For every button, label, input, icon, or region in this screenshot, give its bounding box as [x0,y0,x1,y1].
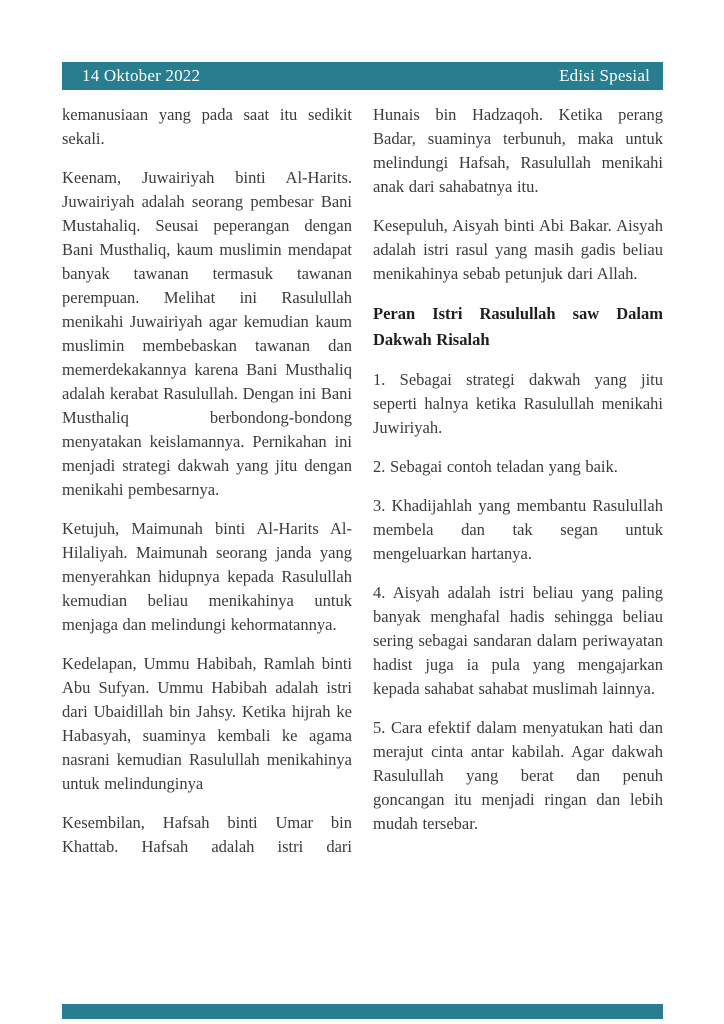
right-column [373,103,663,874]
section-heading: Peran Istri Rasulullah saw Dalam Dakwah Risalah [373,304,663,349]
body-paragraph: Keenam, Juwairiyah binti Al-Harits. Juwairiyah adalah seorang pembesar Bani Mustahaliq. Seusai peperangan dengan Bani Musthaliq, kaum muslimin mendapat banyak tawanan termasuk tawanan perempuan. Melihat ini Rasulullah menikahi Juwairiyah agar kemudian kaum muslimin membebaskan tawanan dan memerdekakannya karena Bani Musthaliq adalah kerabat Rasulullah. Dengan ini Bani Musthaliq berbondong-bondong menyatakan keislamannya. Pernikahan ini menjadi strategi dakwah yang jitu dengan menikahi pembesarnya. [62,168,352,499]
body-paragraph: kemanusiaan yang pada saat itu sedikit sekali. [62,105,352,148]
left-column [62,103,352,874]
body-paragraph: Ketujuh, Maimunah binti Al-Harits Al-Hilaliyah. Maimunah seorang janda yang menyerahkan hidupnya kepada Rasulullah kemudian beliau menikahinya untuk menjaga dan melindungi kehormatannya. [62,519,352,634]
list-item-paragraph: 1. Sebagai strategi dakwah yang jitu seperti halnya ketika Rasulullah menikahi Juwiriyah. [373,370,663,437]
footer-bar [62,1004,663,1019]
list-item-paragraph: 4. Aisyah adalah istri beliau yang paling banyak menghafal hadis sehingga beliau sering sebagai sandaran dalam periwayatan hadist juga ia pula yang mengajarkan kepada sahabat sahabat muslimah lainnya. [373,583,663,698]
header-edition: Edisi Spesial [559,66,650,85]
list-item-paragraph: 2. Sebagai contoh teladan yang baik. [373,457,618,476]
body-paragraph: Kesepuluh, Aisyah binti Abi Bakar. Aisyah adalah istri rasul yang masih gadis beliau menikahinya sebab petunjuk dari Allah. [373,216,663,283]
body-paragraph: Kedelapan, Ummu Habibah, Ramlah binti Abu Sufyan. Ummu Habibah adalah istri dari Ubaidillah bin Jahsy. Ketika hijrah ke Habasyah, suaminya kembali ke agama nasrani kemudian Rasulullah menikahinya untuk melindunginya [62,654,352,793]
header-bar [62,62,663,90]
body-columns [62,103,663,874]
header-date: 14 Oktober 2022 [82,66,201,85]
list-item-paragraph: 3. Khadijahlah yang membantu Rasulullah membela dan tak segan untuk mengeluarkan hartanya. [373,496,663,563]
body-paragraph: Hunais bin Hadzaqoh. Ketika perang Badar, suaminya terbunuh, maka untuk melindungi Hafsah, Rasulullah menikahi anak dari sahabatnya itu. [373,105,663,196]
list-item-paragraph: 5. Cara efektif dalam menyatukan hati dan merajut cinta antar kabilah. Agar dakwah Rasulullah yang berat dan penuh goncangan itu menjadi ringan dan lebih mudah tersebar. [373,718,663,833]
body-paragraph: Kesembilan, Hafsah binti Umar bin Khattab. Hafsah adalah istri dari [62,813,352,856]
